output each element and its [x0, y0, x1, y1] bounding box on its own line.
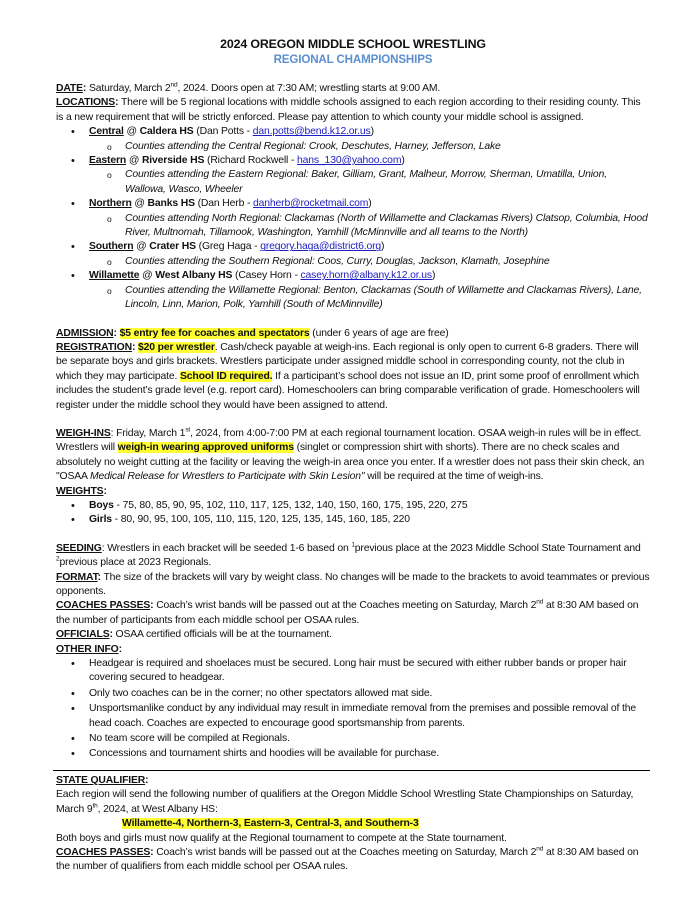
region-item: • Willamette @ West Albany HS (Casey Horn - casey.horn@albany.k12.or.us) o Counties attending the Willamette Regional: Benton, Clackamas (South of Willamette and Clackamas Rivers), Lane, Lincoln, Linn, Marion, Polk, Yamhill (South of McMinnville): [56, 269, 650, 312]
admission-paragraph: ADMISSION: $5 entry fee for coaches and spectators (under 6 years of age are free): [56, 327, 449, 339]
other-info-item: • Unsportsmanlike conduct by any individual may result in immediate removal from the premises and possible removal of the head coach. Coaches are expected to encourage good sportsmanship from parents.: [56, 702, 650, 731]
other-info-item: • Concessions and tournament shirts and hoodies will be available for purchase.: [56, 747, 650, 761]
page-title: 2024 OREGON MIDDLE SCHOOL WRESTLING: [220, 37, 486, 51]
officials-label: OFFICIALS: [56, 629, 110, 641]
other-info-heading: OTHER INFO:: [56, 643, 122, 655]
section-divider: [53, 770, 650, 771]
weights-heading: WEIGHTS:: [56, 485, 107, 497]
coaches-passes-paragraph: COACHES PASSES: Coach’s wrist bands will be passed out at the Coaches meeting on Saturday, March 2nd at 8:30 AM based on the number of participants from each middle school per OSAA rules.: [56, 598, 639, 626]
email-link[interactable]: casey.horn@albany.k12.or.us: [300, 270, 432, 282]
other-info-list: [56, 657, 650, 762]
qualifier-counts: Willamette-4, Northern-3, Eastern-3, Central-3, and Southern-3: [122, 818, 419, 830]
date-label: DATE: [56, 83, 83, 94]
email-link[interactable]: gregory.haga@district6.org: [260, 241, 382, 253]
region-item: • Central @ Caldera HS (Dan Potts - dan.potts@bend.k12.or.us) o Counties attending the Central Regional: Crook, Deschutes, Harney, Jefferson, Lake: [56, 125, 650, 154]
region-item: • Eastern @ Riverside HS (Richard Rockwell - hans_130@yahoo.com) o Counties attending the Eastern Regional: Baker, Gilliam, Grant, Malheur, Morrow, Sherman, Umatilla, Union, Wallowa, Wasco, Wheeler: [56, 154, 650, 197]
email-link[interactable]: dan.potts@bend.k12.or.us: [252, 126, 371, 138]
other-info-item: • No team score will be compiled at Regionals.: [56, 732, 650, 746]
region-counties: o Counties attending the Southern Regional: Coos, Curry, Douglas, Jackson, Klamath, Josephine: [89, 255, 650, 269]
format-label: FORMAT: [56, 571, 98, 583]
other-info-item: • Headgear is required and shoelaces must be secured. Long hair must be secured with either rubber bands or proper hair covering secured to headgear.: [56, 657, 650, 686]
coaches-passes-2-paragraph: COACHES PASSES: Coach’s wrist bands will be passed out at the Coaches meeting on Saturday, March 2nd at 8:30 AM based on the number of qualifiers from each middle school per OSAA rules.: [56, 845, 639, 873]
regions-list: [56, 125, 650, 312]
email-link[interactable]: hans_130@yahoo.com: [297, 155, 402, 167]
coaches-passes-label: COACHES PASSES: [56, 600, 151, 612]
registration-label: REGISTRATION: [56, 341, 132, 353]
seeding-label: SEEDING: [56, 542, 102, 554]
region-item: • Northern @ Banks HS (Dan Herb - danherb@rocketmail.com) o Counties attending North Regional: Clackamas (North of Willamette and Clackamas Rivers) Clatsop, Columbia, Hood River, Multnomah, Tillamook, Washington, Yamhill (McMinnville and all teams to the North): [56, 197, 650, 240]
region-item: • Southern @ Crater HS (Greg Haga - gregory.haga@district6.org) o Counties attending the Southern Regional: Coos, Curry, Douglas, Jackson, Klamath, Josephine: [56, 240, 650, 269]
date-paragraph: DATE: Saturday, March 2nd, 2024. Doors open at 7:30 AM; wrestling starts at 9:00 AM.: [56, 81, 441, 94]
email-link[interactable]: danherb@rocketmail.com: [253, 198, 369, 210]
document-page: [56, 36, 650, 875]
seeding-paragraph: SEEDING: Wrestlers in each bracket will be seeded 1-6 based on $^1$previous place at the 2023 Middle School State Tournament and $^2$previous place at 2023 Regionals.: [56, 541, 641, 569]
weighins-paragraph: WEIGH-INS: Friday, March 1st, 2024, from 4:00-7:00 PM at each regional tournament location. OSAA weigh-in rules will be in effect. Wrestlers will weigh-in wearing approved uniforms (singlet or compression shirt with shorts). There are no check scales and absolutely no weight cutting at the facility or leaving the weigh-in area once you enter. If a wrestler does not pass their skin check, an "OSAA Medical Release for Wrestlers to Participate with Skin Lesion" will be required at the time of weigh-ins.: [56, 426, 645, 483]
registration-paragraph: REGISTRATION: $20 per wrestler. Cash/check payable at weigh-ins. Each regional is only open to current 6-8 graders. There will be separate boys and girls brackets. Wrestlers participate under assigned middle school in corresponding county, not the club in which they may participate. School ID required. If a participant’s school does not issue an ID, print some proof of enrollment which includes the student’s grade level (e.g. report card). Homeschoolers can bring comparable verification of grade. Homeschoolers will register under the middle school they would have been assigned to attend.: [56, 341, 640, 411]
coaches-passes-2-label: COACHES PASSES: [56, 846, 151, 858]
page-subtitle: REGIONAL CHAMPIONSHIPS: [273, 53, 433, 66]
state-qualifier-text: Each region will send the following number of qualifiers at the Oregon Middle School Wrestling State Championships on Saturday, March 9th, 2024, at West Albany HS:: [56, 789, 634, 815]
weights-item: • Boys - 75, 80, 85, 90, 95, 102, 110, 117, 125, 132, 140, 150, 160, 175, 195, 220, 275: [56, 499, 650, 513]
officials-paragraph: OFFICIALS: OSAA certified officials will be at the tournament.: [56, 629, 332, 641]
region-counties: o Counties attending the Willamette Regional: Benton, Clackamas (South of Willamette and Clackamas Rivers), Lane, Lincoln, Linn, Marion, Polk, Yamhill (South of McMinnville): [89, 284, 650, 313]
state-qualifier-heading: STATE QUALIFIER:: [56, 774, 149, 786]
other-info-item: • Only two coaches can be in the corner; no other spectators allowed mat side.: [56, 687, 650, 701]
weights-item: • Girls - 80, 90, 95, 100, 105, 110, 115, 120, 125, 135, 145, 160, 185, 220: [56, 513, 650, 527]
locations-paragraph: LOCATIONS: There will be 5 regional locations with middle schools assigned to each region according to their residing county. This is a new requirement that will be strictly enforced. Please pay attention to which county your middle school is assigned.: [56, 97, 641, 123]
locations-label: LOCATIONS: [56, 97, 116, 109]
admission-label: ADMISSION: [56, 327, 114, 339]
region-counties: o Counties attending the Eastern Regional: Baker, Gilliam, Grant, Malheur, Morrow, Sherman, Umatilla, Union, Wallowa, Wasco, Wheeler: [89, 168, 650, 197]
weights-list: [56, 499, 650, 528]
weighins-label: WEIGH-INS: [56, 427, 111, 439]
state-qualifier-note: Both boys and girls must now qualify at the Regional tournament to compete at the State tournament.: [56, 832, 507, 844]
region-counties: o Counties attending the Central Regional: Crook, Deschutes, Harney, Jefferson, Lake: [89, 140, 650, 154]
region-counties: o Counties attending North Regional: Clackamas (North of Willamette and Clackamas Rivers) Clatsop, Columbia, Hood River, Multnomah, Tillamook, Washington, Yamhill (McMinnville and all teams to the North): [89, 212, 650, 241]
format-paragraph: FORMAT: The size of the brackets will vary by weight class. No changes will be made to the brackets to avoid teammates or previous opponents.: [56, 571, 650, 597]
